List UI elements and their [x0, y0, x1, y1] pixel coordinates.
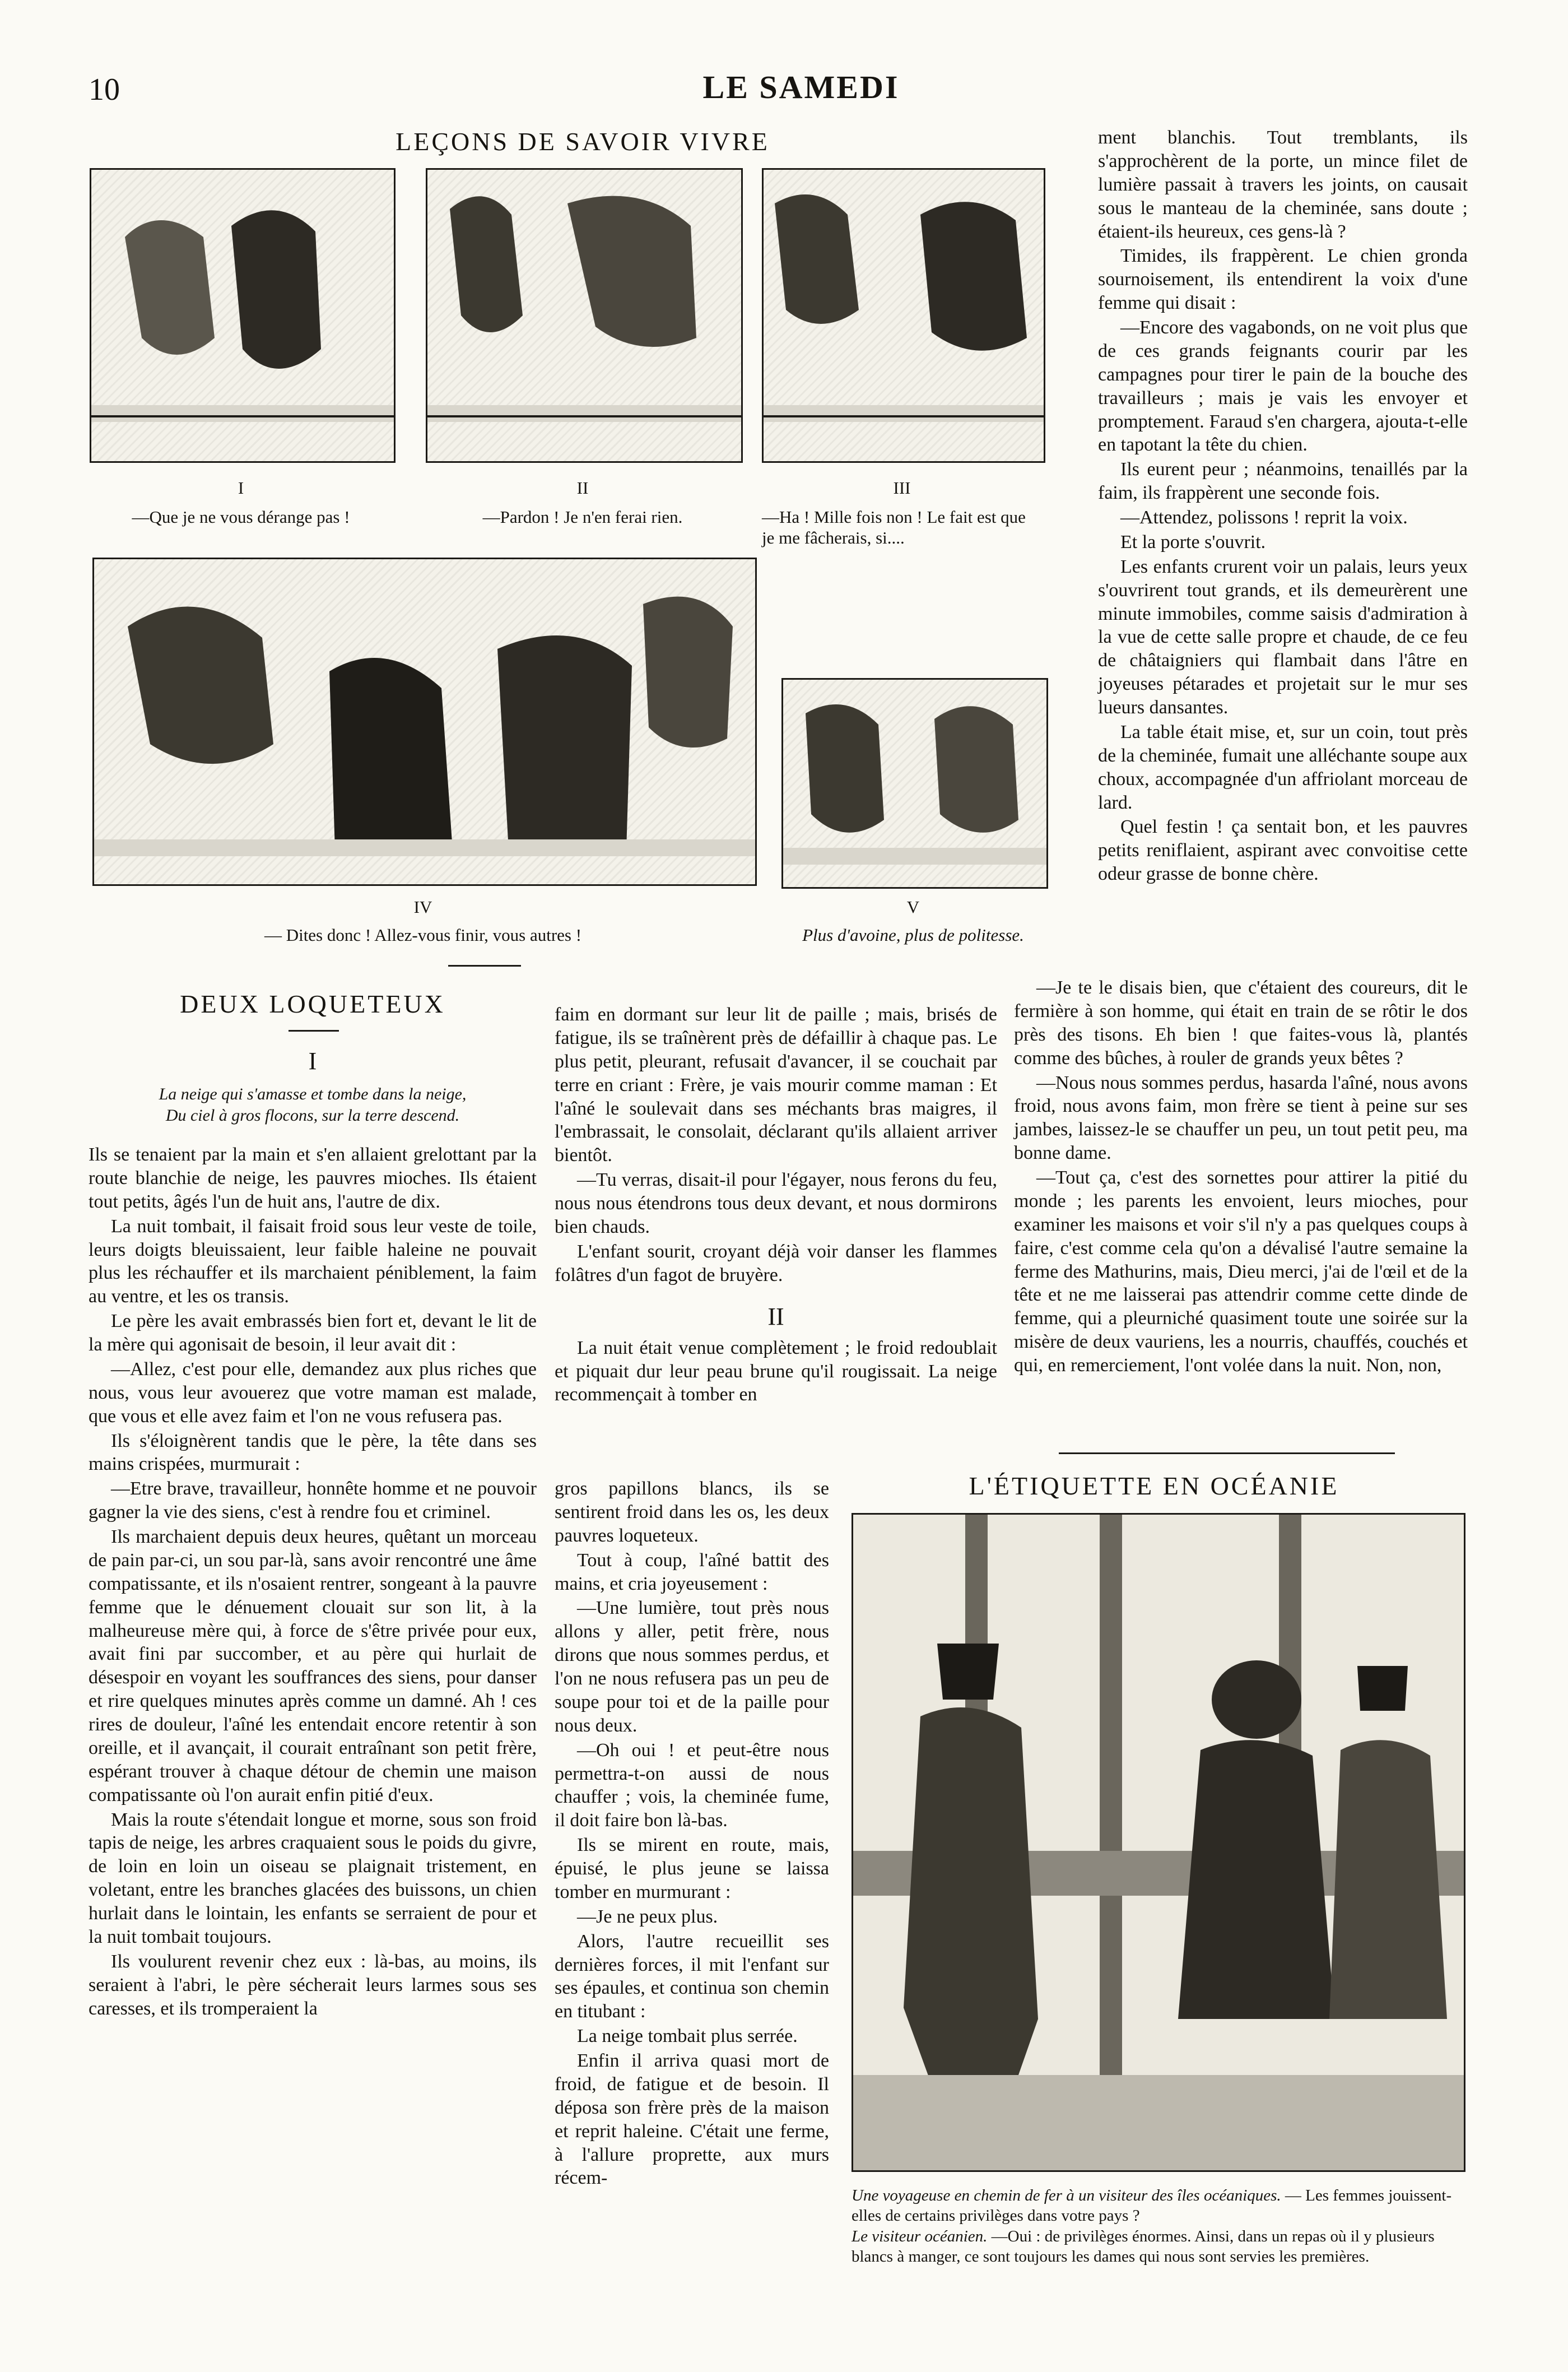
paragraph: Ils s'éloignèrent tandis que le père, la tête dans ses mains crispées, murmurait : — [89, 1430, 537, 1475]
illustration-panel-2 — [426, 168, 743, 463]
paragraph: —Je ne peux plus. — [577, 1906, 718, 1927]
panel-1-caption: —Que je ne vous dérange pas ! — [132, 507, 350, 527]
paragraph: —Je te le disais bien, que c'étaient des coureurs, dit le fermière à son homme, qui était en train de se rôtir le dos près des tisons. Eh bien ! que faites-vous là, plantés comme des bûches, à rouler de grands yeux bêtes ? — [1014, 977, 1468, 1069]
panel-1-numeral: I — [238, 478, 244, 498]
caption-question: — Les femmes jouissent-elles de certains privilèges dans votre pays ? — [852, 2187, 1452, 2225]
paragraph: Les enfants crurent voir un palais, leurs yeux s'ouvrirent tout grands, et ils demeurèrent une minute immobiles, comme saisis d'admiration à la vue de cette salle propre et chaude, de ce feu de châtaigniers qui flambait dans l'âtre en joyeuses pétarades et projetait sur le mur ses lueurs dansantes. — [1098, 556, 1468, 718]
paragraph: gros papillons blancs, ils se sentirent froid dans les os, les deux pauvres loqueteux. — [555, 1478, 829, 1546]
paragraph: Timides, ils frappèrent. Le chien gronda sournoisement, ils entendirent la voix d'une femme qui disait : — [1098, 245, 1468, 314]
paragraph: —Tu verras, disait-il pour l'égayer, nous ferons du feu, nous nous étendrons tous deux devant, et nous dormirons bien chauds. — [555, 1169, 997, 1237]
section-divider — [448, 965, 521, 967]
paragraph: Ils voulurent revenir chez eux : là-bas, au moins, ils seraient à l'abri, le père sécherait leurs larmes sous ses caresses, et ils tromperaient la — [89, 1951, 537, 2019]
paragraph: Alors, l'autre recueillit ses dernières forces, il mit l'enfant sur ses épaules, et continua son chemin en titubant : — [555, 1930, 829, 2022]
panel-5-caption: Plus d'avoine, plus de politesse. — [802, 925, 1024, 945]
paragraph: —Oh oui ! et peut-être nous permettra-t-on aussi de nous chauffer ; vois, la cheminée fume, il doit faire bon là-bas. — [555, 1739, 829, 1831]
panel-3-caption: —Ha ! Mille fois non ! Le fait est que je me fâcherais, si.... — [762, 507, 1026, 548]
paragraph: —Nous nous sommes perdus, hasarda l'aîné, nous avons froid, nous avons faim, mon frère se tient à peine sur ses jambes, laissez-le se chauffer un peu, un tout petit peu, ma bonne dame. — [1014, 1072, 1468, 1164]
illustration-panel-1 — [90, 168, 396, 463]
paragraph: La table était mise, et, sur un coin, tout près de la cheminée, fumait une alléchante soupe aux choux, accompagnée d'un affriolant morceau de lard. — [1098, 721, 1468, 813]
part-2-numeral: II — [767, 1302, 784, 1330]
page-number: 10 — [89, 72, 120, 107]
paragraph: —Encore des vagabonds, on ne voit plus que de ces grands feignants courir par les campagnes pour tirer le pain de la bouche des travailleurs ; mais je vais les envoyer et promptement. Faraud s'en chargera, ajouta-t-elle en tapotant la tête du chien. — [1098, 317, 1468, 456]
paragraph: La neige tombait plus serrée. — [577, 2026, 798, 2047]
epigraph-line-2: Du ciel à gros flocons, sur la terre descend. — [165, 1106, 460, 1125]
etiquette-caption — [852, 2185, 1462, 2267]
title-rule — [289, 1030, 339, 1032]
journal-title: LE SAMEDI — [702, 69, 900, 105]
epigraph-line-1: La neige qui s'amasse et tombe dans la neige, — [159, 1085, 467, 1103]
lecons-title: LEÇONS DE SAVOIR VIVRE — [396, 127, 770, 156]
panel-3-numeral: III — [893, 478, 911, 498]
illustration-panel-4 — [92, 558, 757, 886]
caption-speaker: Une voyageuse en chemin de fer à un visiteur des îles océaniques. — [852, 2187, 1281, 2204]
part-1-numeral: I — [308, 1047, 317, 1075]
panel-4-numeral: IV — [413, 897, 432, 917]
illustration-panel-5 — [781, 678, 1048, 889]
panel-2-numeral: II — [576, 478, 589, 498]
paragraph: Mais la route s'étendait longue et morne, sous son froid tapis de neige, les arbres craquaient sous le poids du givre, de loin en loin un oiseau se plaignait tristement, en voletant, entre les branches glacées des buissons, un chien hurlait dans le lointain, les enfants se serraient de pour et la nuit tombait toujours. — [89, 1809, 537, 1947]
column-2-narrow — [555, 1477, 829, 2191]
paragraph: La nuit était venue complètement ; le froid redoublait et piquait dur leur peau brune qu'il rougissait. La neige recommençait à tomber en — [555, 1337, 997, 1405]
illustration-panel-3 — [762, 168, 1045, 463]
paragraph: Ils se tenaient par la main et s'en allaient grelottant par la route blanchie de neige, les pauvres mioches. Ils étaient tout petits, âgés l'un de huit ans, l'autre de dix. — [89, 1144, 537, 1212]
paragraph: —Une lumière, tout près nous allons y aller, petit frère, nous dirons que nous sommes perdus, et l'on ne nous refusera pas un peu de soupe pour toi et de la paille pour nous deux. — [555, 1598, 829, 1736]
panel-5-numeral: V — [906, 897, 920, 917]
deux-loqueteux-title: DEUX LOQUETEUX — [180, 990, 445, 1018]
paragraph: Ils eurent peur ; néanmoins, tenaillés par la faim, ils frappèrent une seconde fois. — [1098, 459, 1468, 504]
paragraph: ment blanchis. Tout tremblants, ils s'approchèrent de la porte, un mince filet de lumière passait à travers les joints, on causait sous le manteau de la cheminée, sans doute ; étaient-ils heureux, ces gens-là ? — [1098, 127, 1468, 242]
paragraph: —Attendez, polissons ! reprit la voix. — [1120, 507, 1408, 528]
column-3 — [1098, 126, 1468, 887]
paragraph: La nuit tombait, il faisait froid sous leur veste de toile, leurs doigts bleuissaient, leur faible haleine ne pouvait plus les réchauffer et ils marchaient péniblement, la faim au ventre, et les os transis. — [89, 1215, 537, 1307]
panel-2-caption: —Pardon ! Je n'en ferai rien. — [482, 507, 683, 527]
column-1 — [89, 1143, 537, 2021]
paragraph: Ils marchaient depuis deux heures, quêtant un morceau de pain par-ci, un sou par-là, sans avoir rencontré une âme compatissante, et ils n'osaient rentrer, songeant à la pauvre femme que le dénuement clouait sur son lit, à la malheureuse mère qui, à force de s'être privée pour eux, avait fini par succomber, et au père qui hurlait de désespoir en voyant les souffrances des siens, pour danser et rire quelques minutes après comme un damné. Ah ! ces rires de douleur, l'aîné les entendait encore retentir à son oreille, et il avançait, il courait entraînant son petit frère, espérant trouver à chaque détour de chemin une maison compatissante où l'on aurait enfin pitié d'eux. — [89, 1526, 537, 1805]
paragraph: faim en dormant sur leur lit de paille ; mais, brisés de fatigue, ils se traînèrent près de défaillir à chaque pas. Le plus petit, pleurant, refusait d'avancer, il se couchait par terre en criant : Frère, je vais mourir comme maman : Et l'aîné le soulevait dans ses méchants bras maigres, il l'embrassait, le consolait, déclarant qu'ils allaient arriver bientôt. — [555, 1004, 997, 1166]
paragraph: Le père les avait embrassés bien fort et, devant le lit de la mère qui agonisait de besoin, il leur avait dit : — [89, 1311, 537, 1355]
paragraph: —Tout ça, c'est des sornettes pour attirer la pitié du monde ; les parents les envoient, leurs mioches, pour examiner les maisons et voir s'il n'y a pas quelques coups à faire, c'est comme cela qu'on a dévalisé l'autre semaine la ferme des Mathurins, mais, Dieu merci, j'ai de l'œil et de la tête et ne me laisserai pas attendrir comme cette dinde de femme, qui a pleurniché quasiment toute une soirée sur la misère de deux vauriens, les a nourris, chauffés, couchés et qui, en remerciement, l'ont volée dans la nuit. Non, non, — [1014, 1167, 1468, 1376]
column-3-wide — [1014, 976, 1468, 1378]
paragraph: Ils se mirent en route, mais, épuisé, le plus jeune se laissa tomber en murmurant : — [555, 1835, 829, 1902]
etiquette-illustration — [852, 1513, 1465, 2172]
etiquette-top-rule — [1059, 1452, 1395, 1454]
paragraph: Quel festin ! ça sentait bon, et les pauvres petits reniflaient, aspirant avec convoitise cette odeur grasse de bonne chère. — [1098, 816, 1468, 885]
reply-text: —Oui : de privilèges énormes. Ainsi, dans un repas où il y plusieurs blancs à manger, ce sont toujours les dames qui nous sont servies les premières. — [852, 2227, 1435, 2266]
epigraph — [89, 1084, 537, 1126]
etiquette-title: L'ÉTIQUETTE EN OCÉANIE — [969, 1472, 1339, 1500]
paragraph: Tout à coup, l'aîné battit des mains, et cria joyeusement : — [555, 1549, 829, 1594]
paragraph: Enfin il arriva quasi mort de froid, de fatigue et de besoin. Il déposa son frère près de la maison et reprit haleine. C'était une ferme, à l'allure proprette, aux murs récem- — [555, 2050, 829, 2189]
paragraph: —Etre brave, travailleur, honnête homme et ne pouvoir gagner la vie des siens, c'est à rendre fou et criminel. — [89, 1478, 537, 1523]
paragraph: Et la porte s'ouvrit. — [1120, 531, 1266, 553]
paragraph: L'enfant sourit, croyant déjà voir danser les flammes folâtres d'un fagot de bruyère. — [555, 1241, 997, 1285]
column-2-top — [555, 1003, 997, 1408]
panel-4-caption: — Dites donc ! Allez-vous finir, vous autres ! — [264, 925, 582, 945]
reply-speaker: Le visiteur océanien. — [852, 2227, 988, 2245]
paragraph: —Allez, c'est pour elle, demandez aux plus riches que nous, vous leur avouerez que votre maman est malade, que vous et elle avez faim et l'on ne vous refusera pas. — [89, 1358, 537, 1427]
